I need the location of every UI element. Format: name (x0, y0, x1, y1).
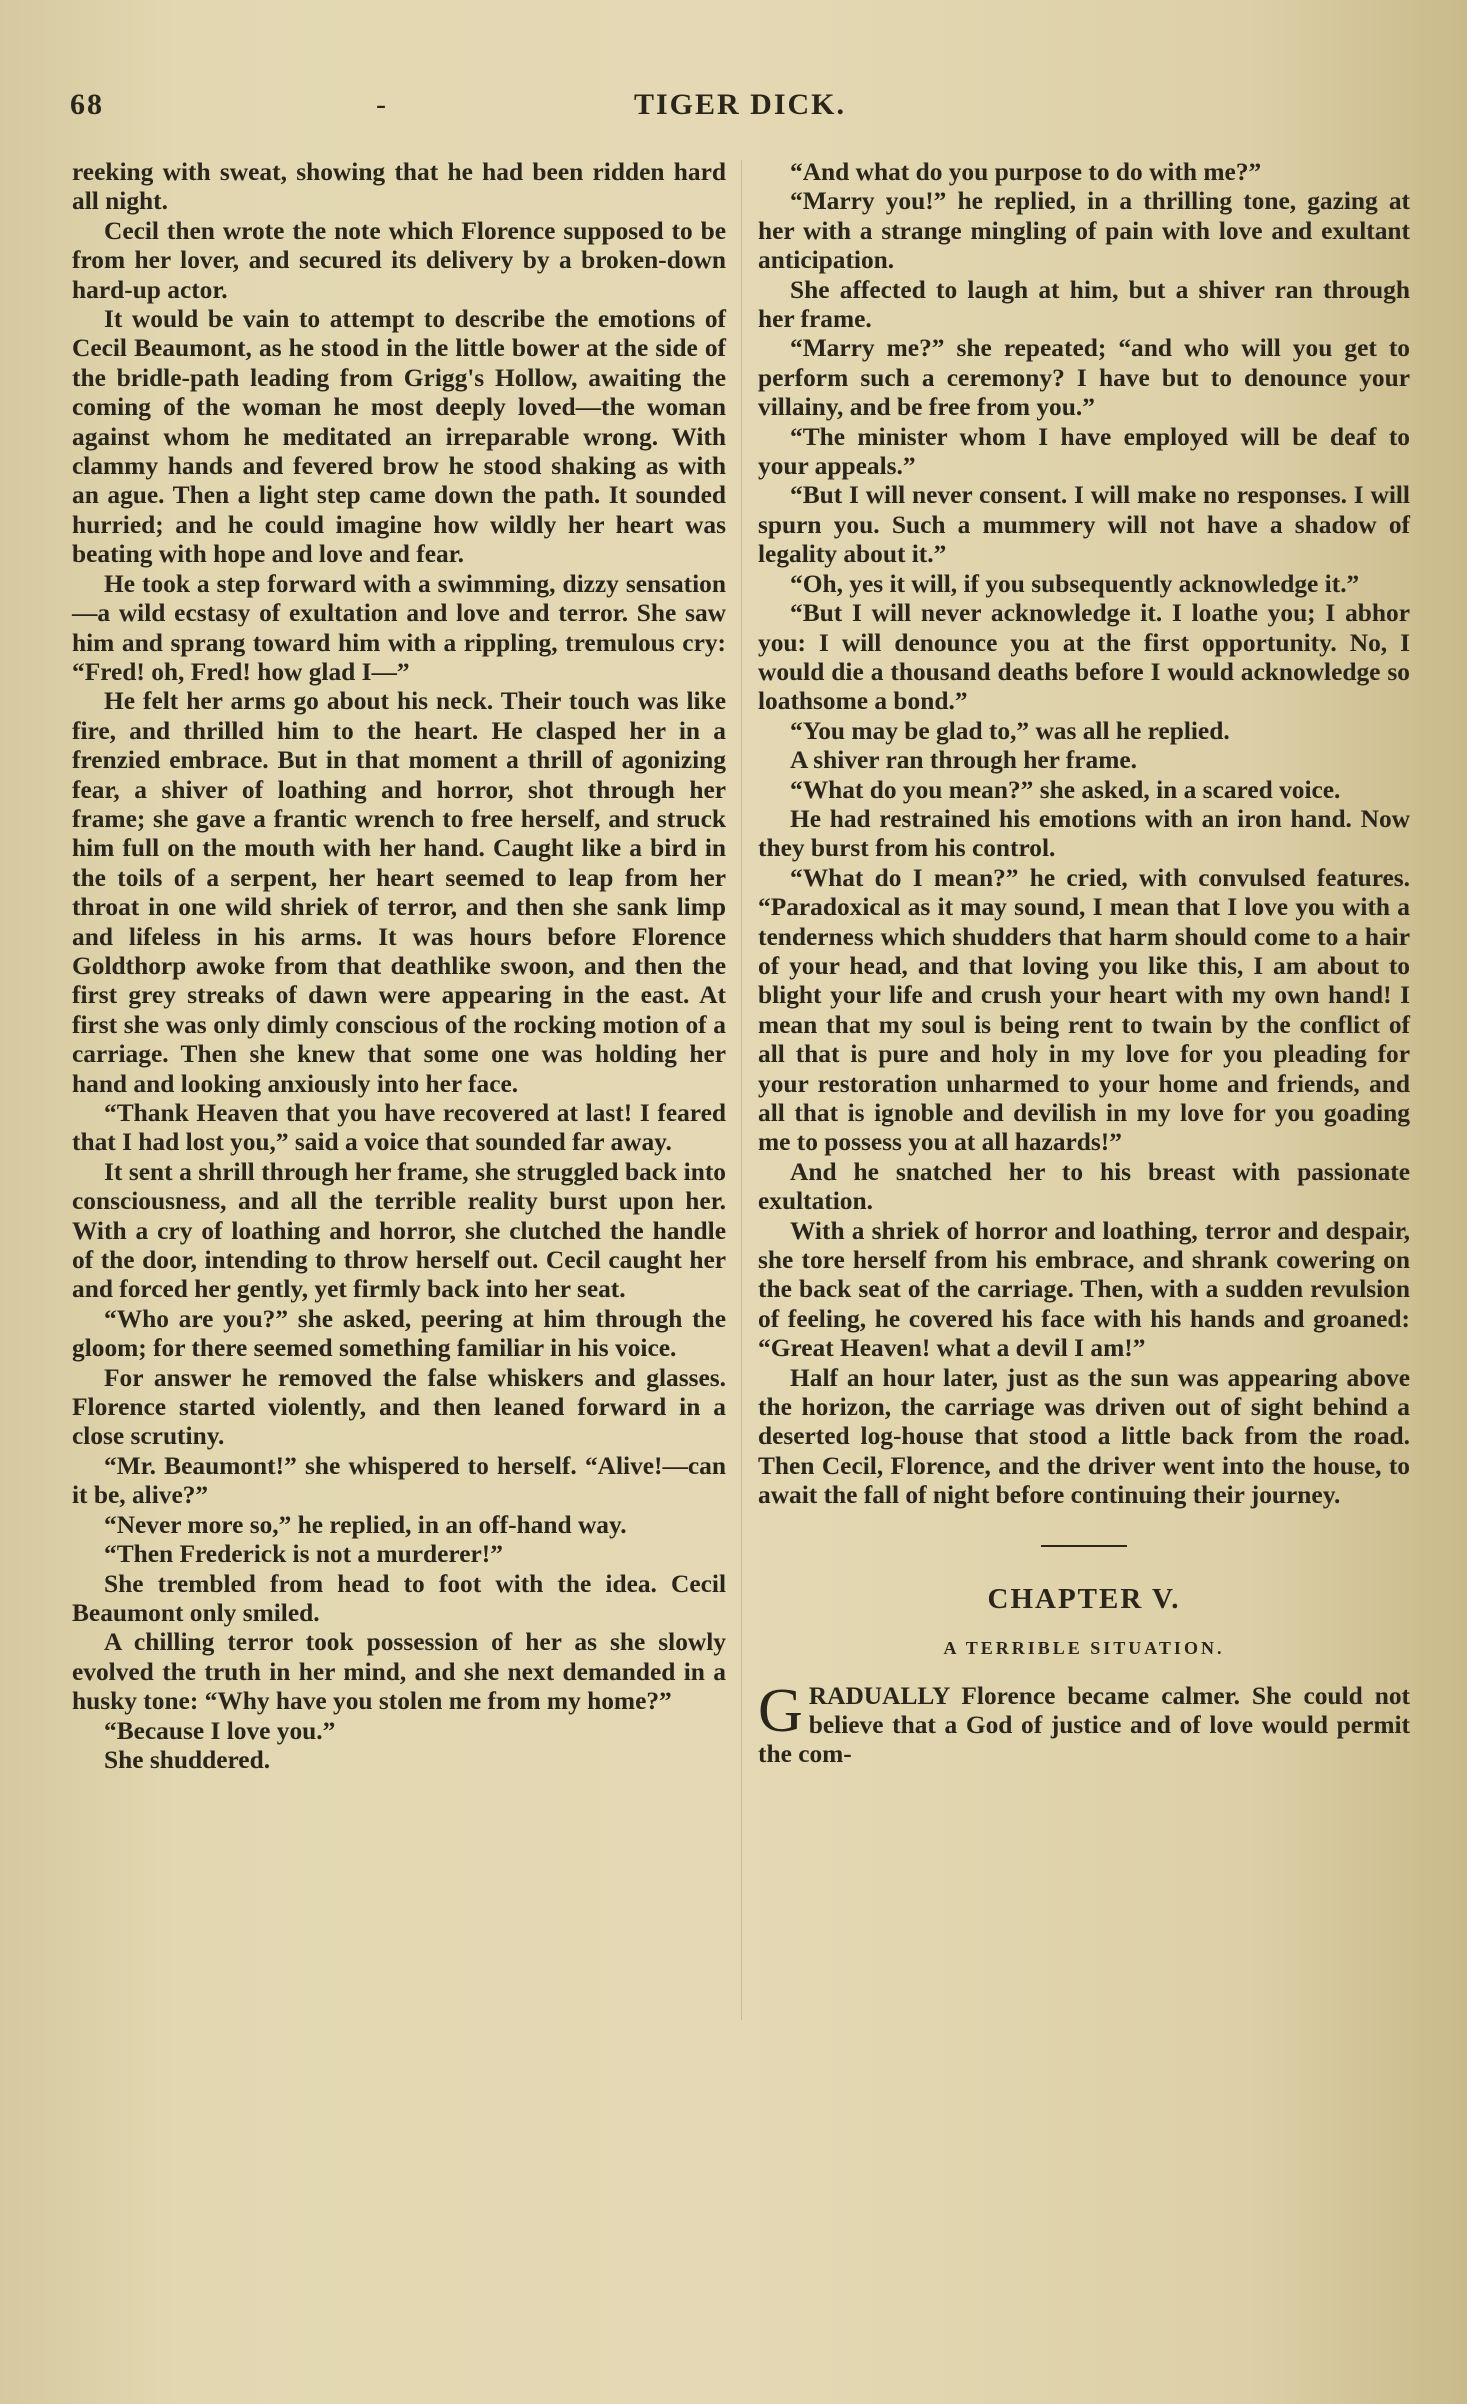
paragraph: Half an hour later, just as the sun was appearing above the horizon, the carriage was driven out of sight behind a deserted log-house that stood a little back from the road. Then Cecil, Florence, and the driver went into the house, to await the fall of night before continuing their journey. (758, 1363, 1410, 1510)
paragraph: With a shriek of horror and loathing, terror and despair, she tore herself from his embrace, and shrank cowering on the back seat of the carriage. Then, with a sudden revulsion of feeling, he covered his face with his hands and groaned: “Great Heaven! what a devil I am!” (758, 1216, 1410, 1363)
paragraph: Cecil then wrote the note which Florence supposed to be from her lover, and secured its delivery by a broken-down hard-up actor. (72, 216, 726, 304)
paragraph: “Because I love you.” (104, 1716, 336, 1745)
chapter-opening-paragraph (758, 1676, 1410, 1770)
paragraph: “You may be glad to,” was all he replied. (790, 716, 1230, 745)
paragraph: It would be vain to attempt to describe the emotions of Cecil Beaumont, as he stood in the little bower at the side of the bridle-path leading from Grigg's Hollow, awaiting the coming of the woman he most deeply loved—the woman against whom he meditated an irreparable wrong. With clammy hands and fevered brow he stood shaking as with an ague. Then a light step came down the path. It sounded hurried; and he could imagine how wildly her heart was beating with hope and love and fear. (72, 305, 726, 569)
column-divider (741, 160, 742, 2020)
paragraph: A chilling terror took possession of her as she slowly evolved the truth in her mind, and she next demanded in a husky tone: “Why have you stolen me from my home?” (72, 1628, 726, 1716)
paragraph: She affected to laugh at him, but a shiver ran through her frame. (758, 275, 1410, 334)
paragraph: He had restrained his emotions with an iron hand. Now they burst from his control. (758, 804, 1410, 863)
story-title: TIGER DICK. (633, 88, 847, 121)
header-dash: - (376, 88, 388, 121)
paragraph: She shuddered. (104, 1745, 271, 1774)
paragraph: A shiver ran through her frame. (790, 746, 1138, 775)
paragraph: “Marry you!” he replied, in a thrilling tone, gazing at her with a strange mingling of pain with love and exultant anticipation. (758, 187, 1410, 275)
paragraph: “But I will never consent. I will make no responses. I will spurn you. Such a mummery will not have a shadow of legality about it.” (758, 481, 1410, 569)
chapter-subtitle: A TERRIBLE SITUATION. (943, 1638, 1225, 1659)
paragraph: She trembled from head to foot with the idea. Cecil Beaumont only smiled. (72, 1569, 726, 1627)
paragraph: reeking with sweat, showing that he had been ridden hard all night. (72, 158, 726, 216)
paragraph: And he snatched her to his breast with passionate exultation. (758, 1157, 1410, 1216)
page-number: 68 (70, 88, 104, 121)
paragraph: “And what do you purpose to do with me?” (790, 158, 1262, 186)
paragraph: “Thank Heaven that you have recovered at last! I feared that I had lost you,” said a voice that sounded far away. (72, 1099, 726, 1157)
paragraph: “But I will never acknowledge it. I loathe you; I abhor you: I will denounce you at the first opportunity. No, I would die a thousand deaths before I would acknowledge so loathsome a bond.” (758, 599, 1410, 716)
paragraph: “Then Frederick is not a murderer!” (104, 1540, 503, 1569)
paragraph: “Oh, yes it will, if you subsequently acknowledge it.” (790, 569, 1360, 598)
paragraph: He felt her arms go about his neck. Their touch was like fire, and thrilled him to the heart. He clasped her in a frenzied embrace. But in that moment a thrill of agonizing fear, a shiver of loathing and horror, shot through her frame; she gave a frantic wrench to free herself, and struck him full on the mouth with her hand. Caught like a bird in the toils of a serpent, her heart seemed to leap from her throat in one wild shriek of terror, and then she sank limp and lifeless in his arms. It was hours before Florence Goldthorp awoke from that deathlike swoon, and then the first grey streaks of dawn were appearing in the east. At first she was only dimly conscious of the rocking motion of a carriage. Then she knew that some one was holding her hand and looking anxiously into her face. (72, 687, 726, 1098)
paragraph: It sent a shrill through her frame, she struggled back into consciousness, and all the terrible reality burst upon her. With a cry of loathing and horror, she clutched the handle of the door, intending to throw herself out. Cecil caught her and forced her gently, yet firmly back into her seat. (72, 1157, 726, 1304)
paragraph: He took a step forward with a swimming, dizzy sensation—a wild ecstasy of exultation and love and terror. She saw him and sprang toward him with a rippling, tremulous cry: “Fred! oh, Fred! how glad I—” (72, 569, 726, 686)
paragraph: “Never more so,” he replied, in an off-hand way. (104, 1510, 627, 1539)
paragraph: “What do I mean?” he cried, with convulsed features. “Paradoxical as it may sound, I mean that I love you with a tenderness which shudders that harm should come to a hair of your head, and that loving you like this, I am about to blight your life and crush your heart with my own hand! I mean that my soul is being rent to twain by the conflict of all that is pure and holy in my love for you pleading for your restoration unharmed to your home and friends, and all that is ignoble and devilish in my love for you goading me to possess you at all hazards!” (758, 863, 1410, 1157)
section-rule (1041, 1545, 1127, 1547)
left-text-column (72, 158, 726, 1775)
running-header (70, 88, 1410, 128)
paragraph: “Who are you?” she asked, peering at him through the gloom; for there seemed something familiar in his voice. (72, 1304, 726, 1363)
paragraph: “Mr. Beaumont!” she whispered to herself. “Alive!—can it be, alive?” (72, 1451, 726, 1510)
paragraph: “Marry me?” she repeated; “and who will you get to perform such a ceremony? I have but to denounce your villainy, and be free from you.” (758, 334, 1410, 422)
right-text-column (758, 158, 1410, 1770)
chapter-opening-text: RADUALLY Florence became calmer. She could not believe that a God of justice and of love would permit the com- (758, 1681, 1410, 1769)
paragraph: “What do you mean?” she asked, in a scared voice. (790, 775, 1341, 804)
chapter-heading: CHAPTER V. (987, 1582, 1181, 1615)
paragraph: “The minister whom I have employed will be deaf to your appeals.” (758, 422, 1410, 481)
paragraph: For answer he removed the false whiskers and glasses. Florence started violently, and then leaned forward in a close scrutiny. (72, 1363, 726, 1451)
drop-cap: G (758, 1676, 803, 1745)
